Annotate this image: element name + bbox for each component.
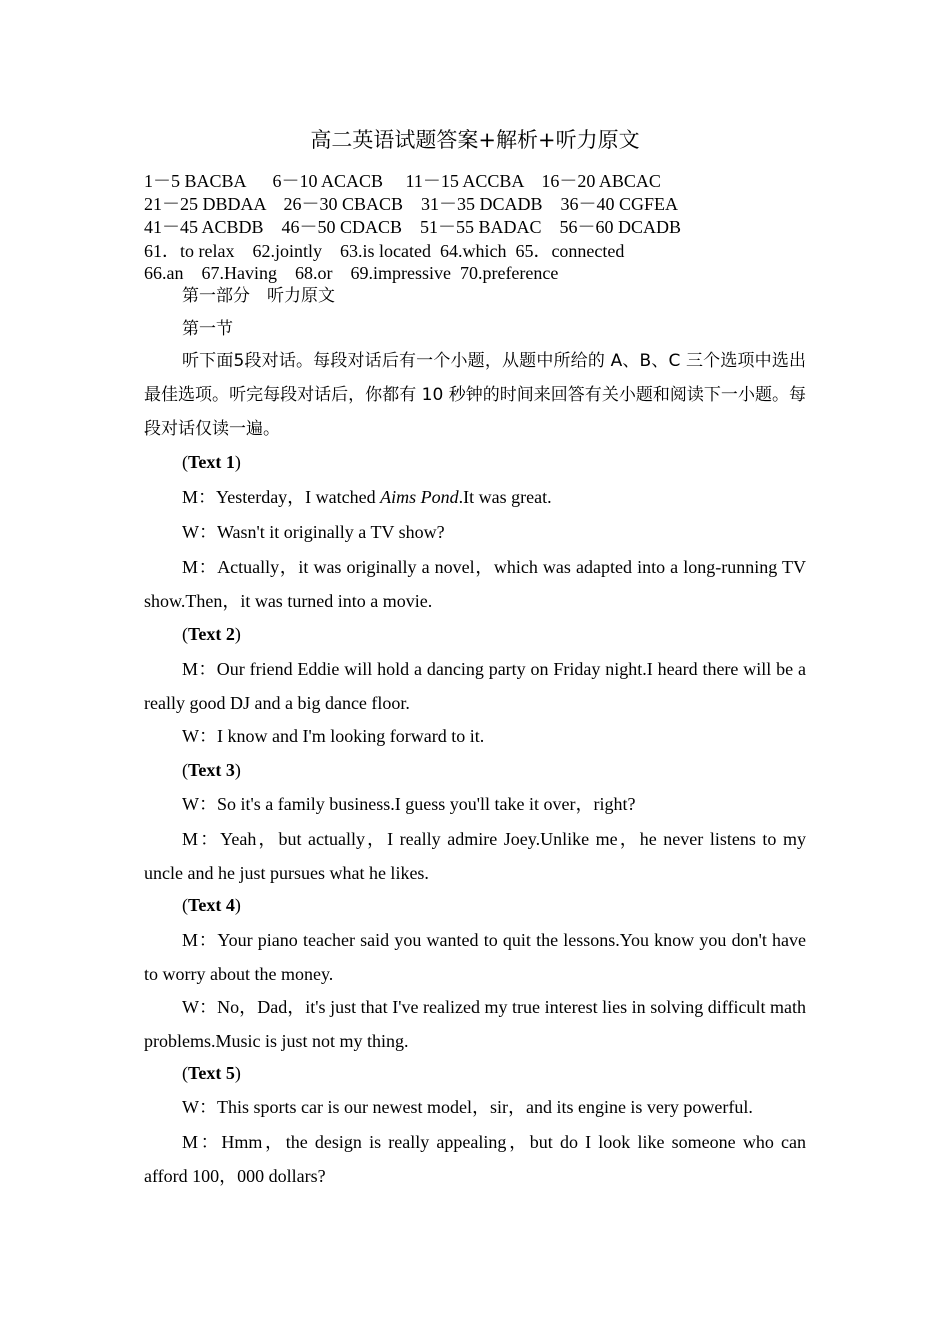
dialogue-line: W：I know and I'm looking forward to it. <box>182 726 485 746</box>
dialogue-line: W：No，Dad，it's just that I've realized my true interest lies in solving difficult math problems.Music is just not my thing. <box>144 997 806 1051</box>
part-heading: 第一部分 听力原文 <box>182 286 335 306</box>
section-heading: 第一节 <box>182 319 233 339</box>
answer-row-4: 61．to relax 62.jointly 63.is located 64.which 65．connected <box>144 241 625 261</box>
dialogue-line: W：Wasn't it originally a TV show? <box>182 522 445 542</box>
dialogue-label-text-4: (Text 4) <box>182 895 241 915</box>
answer-row-2: 21－25 DBDAA 26－30 CBACB 31－35 DCADB 36－40 CGFEA <box>144 194 679 214</box>
answer-row-5: 66.an 67.Having 68.or 69.impressive 70.preference <box>144 263 559 283</box>
answer-row-3: 41－45 ACBDB 46－50 CDACB 51－55 BADAC 56－60 DCADB <box>144 217 682 237</box>
dialogue-line: M：Our friend Eddie will hold a dancing party on Friday night.I heard there will be a really good DJ and a big dance floor. <box>144 659 806 713</box>
dialogue-line: M：Actually，it was originally a novel，which was adapted into a long-running TV show.Then，it was turned into a movie. <box>144 557 806 611</box>
dialogue-line: W：So it's a family business.I guess you'll take it over，right? <box>182 794 636 814</box>
dialogue-label-text-1: (Text 1) <box>182 452 241 472</box>
dialogue-line: M：Hmm，the design is really appealing，but do I look like someone who can afford 100，000 dollars? <box>144 1132 806 1186</box>
dialogue-line: M：Yesterday，I watched Aims Pond.It was great. <box>182 487 552 507</box>
page-title: 高二英语试题答案+解析+听力原文 <box>310 128 640 152</box>
movie-title: Aims Pond <box>380 487 459 507</box>
dialogue-line: M：Your piano teacher said you wanted to quit the lessons.You know you don't have to worry about the money. <box>144 930 806 984</box>
dialogue-label-text-2: (Text 2) <box>182 624 241 644</box>
answer-row-1: 1－5 BACBA 6－10 ACACB 11－15 ACCBA 16－20 ABCAC <box>144 171 661 191</box>
dialogue-label-text-5: (Text 5) <box>182 1063 241 1083</box>
instructions-paragraph: 听下面5段对话。每段对话后有一个小题，从题中所给的 A、B、C 三个选项中选出最佳选项。听完每段对话后，你都有 10 秒钟的时间来回答有关小题和阅读下一小题。每段对话仅读一遍。 <box>144 351 806 439</box>
dialogue-line: M：Yeah，but actually，I really admire Joey.Unlike me，he never listens to my uncle and he just pursues what he likes. <box>144 829 806 883</box>
dialogue-line: W：This sports car is our newest model，sir，and its engine is very powerful. <box>182 1097 753 1117</box>
dialogue-label-text-3: (Text 3) <box>182 760 241 780</box>
